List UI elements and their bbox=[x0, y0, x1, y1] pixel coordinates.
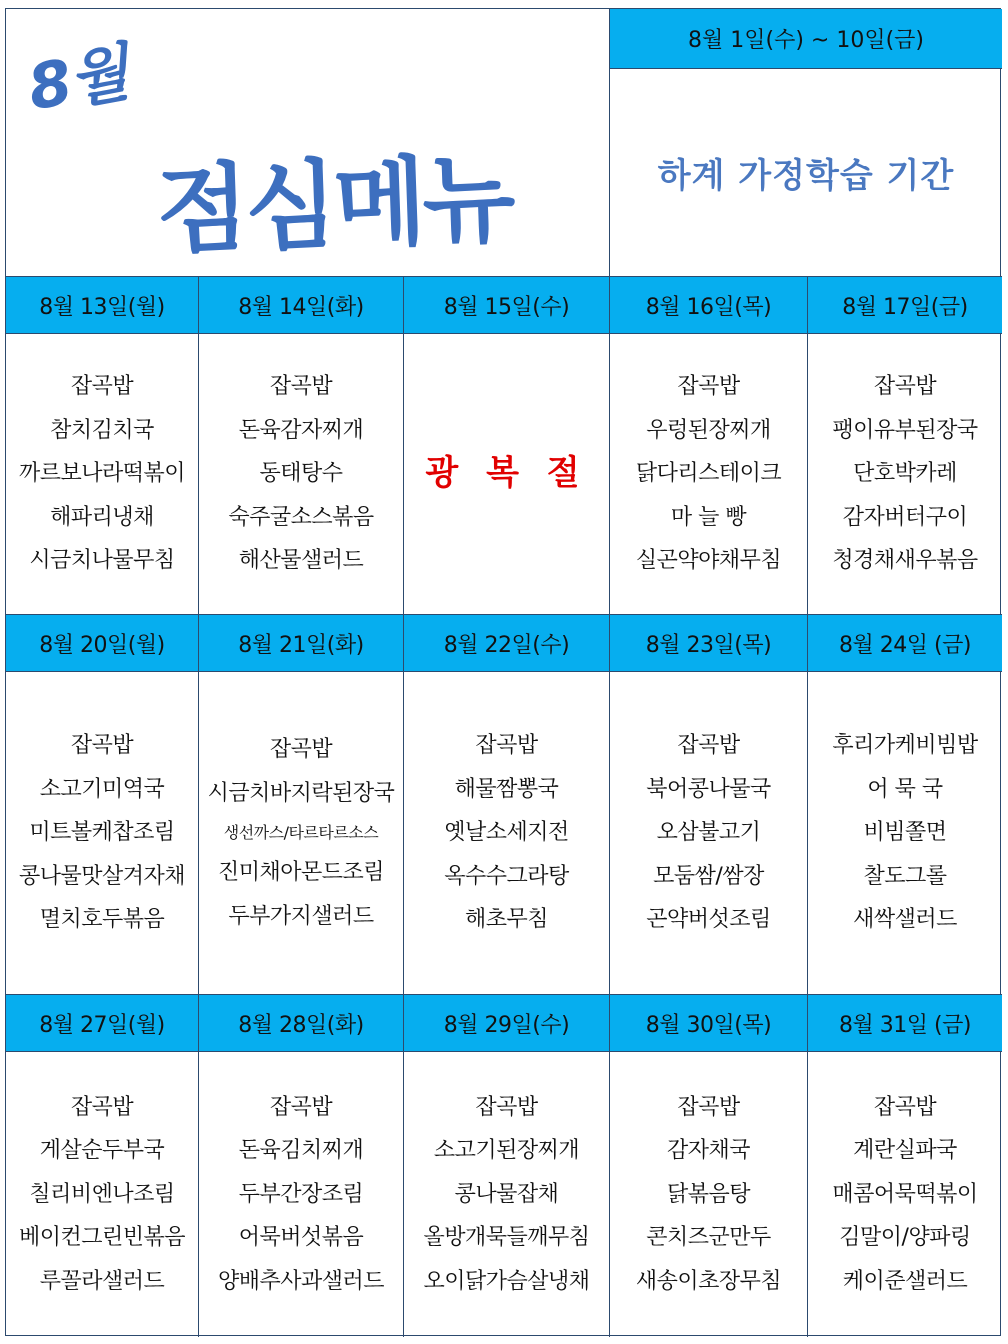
day-header: 8월 16일(목) bbox=[610, 277, 808, 334]
day-menu bbox=[404, 334, 610, 615]
menu-item: 실곤약야채무침 bbox=[635, 548, 782, 574]
menu-item: 찰도그롤 bbox=[863, 863, 947, 889]
menu-item: 후리가케비빔밥 bbox=[832, 733, 978, 759]
day-header: 8월 28일(화) bbox=[199, 995, 404, 1052]
day-header: 8월 14일(화) bbox=[199, 277, 404, 334]
menu-item: 단호박카레 bbox=[853, 461, 957, 487]
menu-item: 잡곡밥 bbox=[475, 1094, 538, 1120]
day-header: 8월 31일 (금) bbox=[808, 995, 1002, 1052]
menu-item: 올방개묵들깨무침 bbox=[423, 1225, 590, 1251]
menu-item: 진미채아몬드조림 bbox=[217, 860, 385, 885]
menu-item: 잡곡밥 bbox=[269, 737, 333, 762]
menu-item: 팽이유부된장국 bbox=[832, 417, 978, 443]
day-menu bbox=[199, 672, 404, 995]
vacation-note: 하계 가정학습 기간 bbox=[610, 69, 1002, 277]
menu-item: 닭볶음탕 bbox=[666, 1181, 750, 1207]
menu-item: 새송이초장무침 bbox=[635, 1268, 782, 1294]
day-menu bbox=[199, 334, 404, 615]
menu-item: 감자채국 bbox=[666, 1138, 750, 1164]
day-menu bbox=[610, 672, 808, 995]
menu-item: 참치김치국 bbox=[50, 417, 154, 443]
menu-item: 잡곡밥 bbox=[475, 733, 538, 759]
menu-item: 돈육김치찌개 bbox=[238, 1138, 364, 1164]
menu-item: 오이닭가슴살냉채 bbox=[423, 1268, 590, 1294]
menu-item: 콩나물맛살겨자채 bbox=[18, 863, 186, 889]
day-menu bbox=[808, 672, 1002, 995]
menu-item: 잡곡밥 bbox=[677, 374, 740, 400]
menu-item: 시금치바지락된장국 bbox=[207, 780, 395, 806]
menu-item: 옥수수그라탕 bbox=[444, 863, 569, 889]
day-menu bbox=[199, 1052, 404, 1337]
page-title: 점심메뉴 bbox=[154, 142, 514, 268]
menu-item: 루꼴라샐러드 bbox=[39, 1268, 165, 1294]
menu-item: 잡곡밥 bbox=[873, 374, 937, 400]
day-header: 8월 13일(월) bbox=[6, 277, 199, 334]
holiday-label: 광 복 절 bbox=[425, 453, 588, 494]
day-header: 8월 15일(수) bbox=[404, 277, 610, 334]
title-box bbox=[6, 9, 610, 277]
menu-item: 김말이/양파링 bbox=[839, 1225, 971, 1251]
menu-item: 곤약버섯조림 bbox=[646, 907, 771, 933]
menu-item: 감자버터구이 bbox=[842, 504, 968, 530]
menu-item: 케이준샐러드 bbox=[842, 1268, 968, 1294]
menu-item: 소고기된장찌개 bbox=[433, 1138, 580, 1164]
menu-item: 매콤어묵떡볶이 bbox=[832, 1181, 978, 1207]
menu-item: 어 묵 국 bbox=[867, 776, 943, 802]
day-header: 8월 23일(목) bbox=[610, 615, 808, 672]
day-header: 8월 27일(월) bbox=[6, 995, 199, 1052]
day-menu bbox=[6, 1052, 199, 1337]
menu-item: 소고기미역국 bbox=[39, 776, 165, 802]
menu-item: 시금치나물무침 bbox=[29, 548, 175, 574]
menu-item: 잡곡밥 bbox=[70, 733, 134, 759]
day-header: 8월 21일(화) bbox=[199, 615, 404, 672]
menu-item: 잡곡밥 bbox=[677, 733, 740, 759]
menu-item: 어묵버섯볶음 bbox=[238, 1225, 364, 1251]
menu-item: 돈육감자찌개 bbox=[238, 417, 364, 443]
menu-item: 새싹샐러드 bbox=[853, 907, 957, 933]
menu-item: 잡곡밥 bbox=[269, 1094, 333, 1120]
menu-item: 해산물샐러드 bbox=[238, 548, 364, 574]
menu-item: 칠리비엔나조림 bbox=[29, 1181, 175, 1207]
day-header: 8월 20일(월) bbox=[6, 615, 199, 672]
menu-item: 해초무침 bbox=[464, 907, 548, 933]
day-menu bbox=[808, 334, 1002, 615]
day-header: 8월 30일(목) bbox=[610, 995, 808, 1052]
day-menu bbox=[404, 1052, 610, 1337]
menu-item: 우렁된장찌개 bbox=[646, 417, 771, 443]
lunch-menu-sheet bbox=[5, 8, 1001, 1336]
menu-item: 비빔쫄면 bbox=[863, 820, 947, 846]
menu-item: 숙주굴소스볶음 bbox=[228, 504, 374, 530]
menu-item: 청경채새우볶음 bbox=[832, 548, 978, 574]
menu-item: 잡곡밥 bbox=[70, 374, 134, 400]
day-menu bbox=[6, 334, 199, 615]
day-header: 8월 22일(수) bbox=[404, 615, 610, 672]
day-header: 8월 17일(금) bbox=[808, 277, 1002, 334]
day-header: 8월 24일 (금) bbox=[808, 615, 1002, 672]
menu-item: 콩나물잡채 bbox=[454, 1181, 559, 1207]
menu-item: 동태탕수 bbox=[259, 461, 343, 487]
menu-item: 계란실파국 bbox=[853, 1138, 957, 1164]
menu-item: 오삼불고기 bbox=[656, 820, 761, 846]
menu-item: 잡곡밥 bbox=[70, 1094, 134, 1120]
menu-item: 베이컨그린빈볶음 bbox=[18, 1225, 186, 1251]
menu-item: 두부간장조림 bbox=[238, 1181, 364, 1207]
menu-item: 해파리냉채 bbox=[50, 504, 154, 530]
day-header: 8월 29일(수) bbox=[404, 995, 610, 1052]
menu-item: 미트볼케찹조림 bbox=[29, 820, 175, 846]
menu-item: 북어콩나물국 bbox=[646, 776, 771, 802]
vacation-date-range: 8월 1일(수) ~ 10일(금) bbox=[610, 9, 1002, 69]
menu-item: 모둠쌈/쌈장 bbox=[653, 863, 764, 889]
menu-item: 잡곡밥 bbox=[873, 1094, 937, 1120]
day-menu bbox=[6, 672, 199, 995]
menu-item: 두부가지샐러드 bbox=[228, 903, 374, 929]
menu-item: 게살순두부국 bbox=[39, 1138, 165, 1164]
menu-item: 콘치즈군만두 bbox=[646, 1225, 771, 1251]
day-menu bbox=[610, 1052, 808, 1337]
menu-item: 닭다리스테이크 bbox=[635, 461, 782, 487]
menu-item: 마 늘 빵 bbox=[670, 504, 747, 530]
day-menu bbox=[404, 672, 610, 995]
day-menu bbox=[610, 334, 808, 615]
menu-item: 해물짬뽕국 bbox=[454, 776, 559, 802]
menu-item: 생선까스/타르타르소스 bbox=[223, 823, 379, 842]
title-month: 8월 bbox=[22, 35, 133, 125]
menu-item: 옛날소세지전 bbox=[444, 820, 569, 846]
menu-item: 멸치호두볶음 bbox=[39, 907, 165, 933]
menu-item: 까르보나라떡볶이 bbox=[18, 461, 186, 487]
menu-item: 양배추사과샐러드 bbox=[217, 1268, 385, 1294]
menu-item: 잡곡밥 bbox=[677, 1094, 740, 1120]
day-menu bbox=[808, 1052, 1002, 1337]
menu-item: 잡곡밥 bbox=[269, 374, 333, 400]
